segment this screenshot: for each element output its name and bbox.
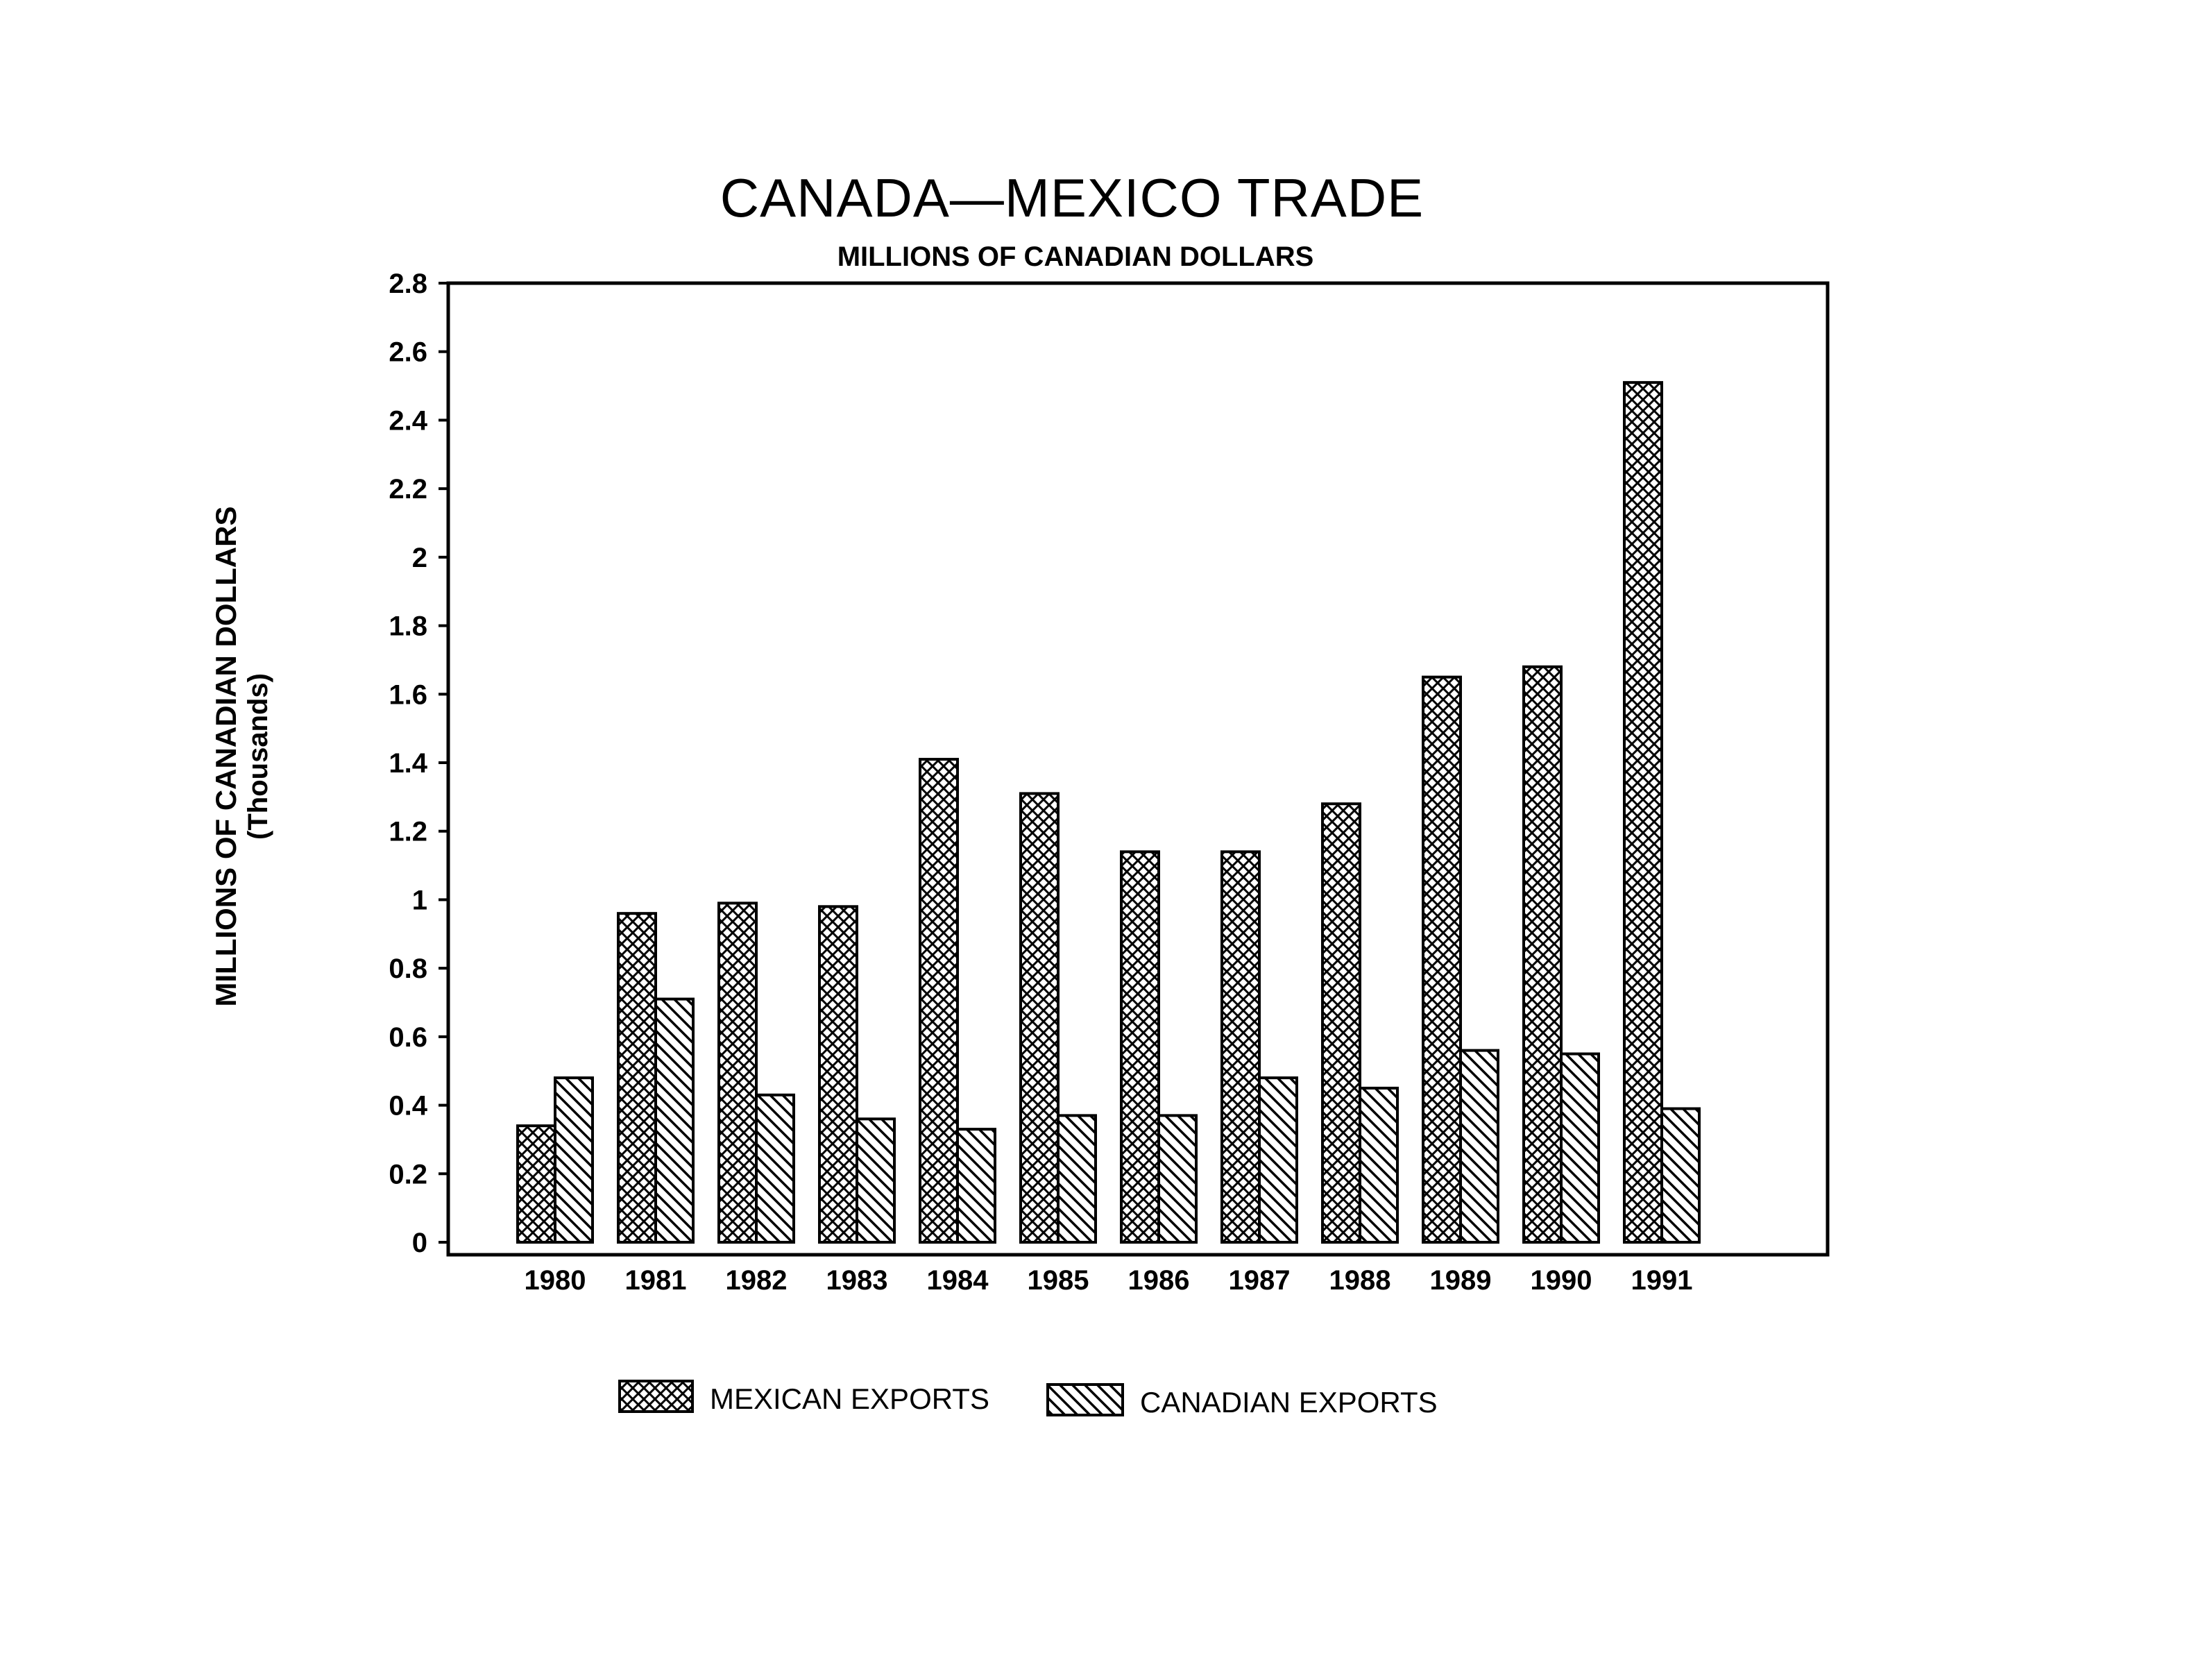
- y-tick-label: 1.4: [389, 748, 427, 779]
- bar-canadian-exports-1990: [1561, 1054, 1599, 1242]
- bar-canadian-exports-1985: [1058, 1115, 1096, 1242]
- legend-swatch-canadian-exports: [1048, 1385, 1123, 1415]
- chart-title: CANADA—MEXICO TRADE: [720, 167, 1424, 228]
- y-tick-label: 0.8: [389, 954, 427, 985]
- bar-mexican-exports-1988: [1322, 804, 1360, 1242]
- legend: [620, 1381, 1438, 1419]
- bar-mexican-exports-1984: [920, 759, 958, 1242]
- x-axis-ticks: [525, 1265, 1693, 1296]
- y-tick-label: 1.8: [389, 611, 427, 642]
- x-tick-label: 1986: [1128, 1265, 1190, 1296]
- bar-mexican-exports-1989: [1423, 677, 1461, 1242]
- bar-mexican-exports-1990: [1524, 667, 1561, 1242]
- y-tick-label: 2.6: [389, 337, 427, 368]
- y-axis-ticks: [389, 269, 448, 1258]
- bar-mexican-exports-1983: [819, 906, 857, 1242]
- bar-mexican-exports-1980: [518, 1126, 555, 1242]
- y-tick-label: 1: [411, 885, 427, 916]
- bar-mexican-exports-1985: [1021, 793, 1058, 1242]
- x-tick-label: 1987: [1228, 1265, 1291, 1296]
- bar-mexican-exports-1991: [1624, 382, 1662, 1242]
- x-tick-label: 1985: [1027, 1265, 1089, 1296]
- bar-canadian-exports-1984: [958, 1129, 995, 1242]
- y-tick-label: 0.4: [389, 1090, 427, 1121]
- x-tick-label: 1991: [1631, 1265, 1693, 1296]
- bar-canadian-exports-1986: [1159, 1115, 1196, 1242]
- bar-canadian-exports-1988: [1360, 1088, 1397, 1242]
- bar-mexican-exports-1982: [719, 903, 756, 1242]
- x-tick-label: 1980: [524, 1265, 586, 1296]
- y-tick-label: 0.6: [389, 1022, 427, 1053]
- y-axis-label: MILLIONS OF CANADIAN DOLLARS: [210, 506, 242, 1007]
- legend-swatch-mexican-exports: [620, 1381, 692, 1412]
- x-tick-label: 1983: [826, 1265, 888, 1296]
- chart-subtitle: MILLIONS OF CANADIAN DOLLARS: [837, 242, 1314, 272]
- bar-mexican-exports-1981: [618, 913, 656, 1242]
- bar-series-group: [518, 382, 1699, 1242]
- y-tick-label: 2.4: [389, 405, 427, 437]
- bar-canadian-exports-1987: [1259, 1078, 1297, 1242]
- legend-label-canadian-exports: CANADIAN EXPORTS: [1140, 1386, 1438, 1419]
- y-tick-label: 2: [411, 542, 427, 573]
- x-tick-label: 1982: [725, 1265, 788, 1296]
- bar-mexican-exports-1986: [1121, 852, 1159, 1242]
- bar-canadian-exports-1991: [1662, 1109, 1699, 1242]
- y-axis-sublabel: (Thousands): [243, 673, 273, 840]
- bar-canadian-exports-1983: [857, 1119, 894, 1242]
- bar-canadian-exports-1980: [555, 1078, 593, 1242]
- legend-label-mexican-exports: MEXICAN EXPORTS: [710, 1382, 989, 1415]
- x-tick-label: 1984: [926, 1265, 989, 1296]
- x-tick-label: 1981: [624, 1265, 687, 1296]
- y-tick-label: 1.2: [389, 816, 427, 847]
- x-tick-label: 1989: [1429, 1265, 1492, 1296]
- y-tick-label: 2.2: [389, 474, 427, 505]
- x-tick-label: 1988: [1329, 1265, 1391, 1296]
- y-tick-label: 2.8: [389, 269, 427, 299]
- y-tick-label: 1.6: [389, 679, 427, 711]
- bar-mexican-exports-1987: [1222, 852, 1259, 1242]
- y-tick-label: 0.2: [389, 1159, 427, 1190]
- x-tick-label: 1990: [1530, 1265, 1592, 1296]
- bar-canadian-exports-1982: [756, 1095, 794, 1242]
- bar-canadian-exports-1981: [656, 999, 693, 1242]
- bar-canadian-exports-1989: [1461, 1051, 1498, 1242]
- y-tick-label: 0: [411, 1228, 427, 1258]
